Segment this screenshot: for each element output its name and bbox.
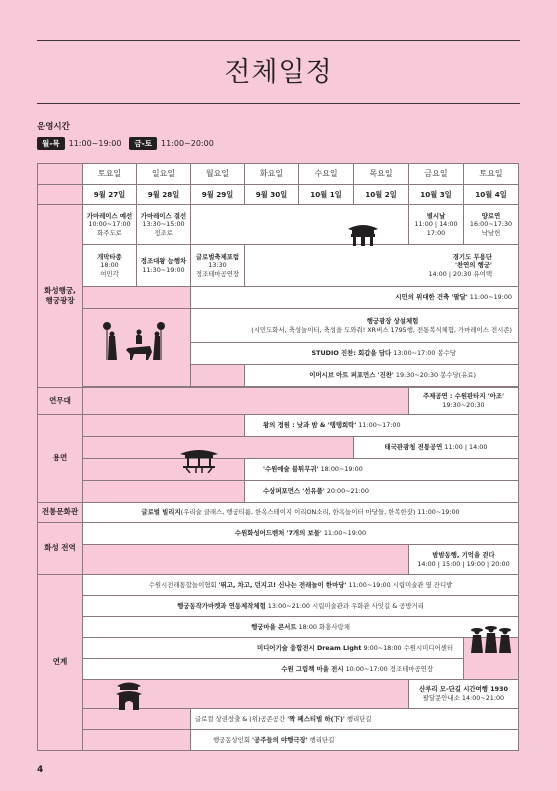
page-title: 전체일정: [224, 57, 333, 88]
event-cell: [83, 205, 137, 245]
event-org: 행궁동상인회: [213, 735, 251, 744]
category-yeonmudae: 연무대: [38, 388, 83, 415]
event-cell: [191, 343, 519, 365]
event-time: 10:00~17:00: [88, 220, 131, 229]
event-time: 14:00 | 20:30 유여택: [428, 269, 492, 278]
event-cell: [83, 638, 464, 659]
event-name: 왕의 정원 : 낮과 밤 & '탱탱희락': [263, 421, 357, 430]
event-name: 행궁마을 콘서트: [251, 622, 297, 631]
event-name: 주제공연 : 수원판타지 '아조': [422, 392, 505, 401]
event-name: 이머시브 아트 퍼포먼스 '진찬': [309, 371, 394, 380]
event-time: 10:00~17:00 정조테마공연장: [345, 664, 433, 673]
event-name: '수원예술 블튀무귀': [263, 465, 319, 474]
page-number: 4: [37, 765, 44, 775]
event-time: 11:00~19:00 시립미술관 옆 잔디밭: [348, 580, 453, 589]
event-name: 미디어기술 융합전시 Dream Light: [256, 643, 362, 652]
date-cell: 9월 30일: [245, 185, 299, 205]
event-time: 14:00 | 15:00 | 19:00 | 20:00: [417, 559, 510, 568]
event-name: 가마레이스 예선: [86, 211, 133, 220]
event-place: 낙남헌: [481, 228, 501, 237]
event-time: 17:00: [426, 228, 446, 237]
event-subtitle: '찬연의 행궁': [454, 261, 492, 270]
event-desc: (우리술 클래스, 행궁티룸, 한옥스테이지 이리ON소리, 한옥놀이터 마당들, 한복한잣): [180, 508, 416, 517]
event-time: 11:00~19:00: [323, 529, 367, 538]
weekend-badge: 금-토: [129, 137, 157, 150]
event-time: 16:00~17:30: [469, 220, 513, 229]
event-name: 별시날: [426, 211, 446, 220]
event-name: 수원 그림책 마을 전시: [281, 664, 344, 673]
category-hwaseong-all: 화성 전역: [38, 523, 83, 575]
event-name: '공주들의 야행극장': [252, 735, 308, 744]
event-name: 글로벌축제포럼: [195, 252, 240, 261]
category-hwaseong: 화성행궁, 행궁광장: [38, 205, 83, 388]
royal-procession-illustration: [100, 322, 172, 362]
event-cell: [83, 596, 519, 617]
day-cell: 토요일: [83, 164, 137, 185]
event-name: 산루리 모-단길 시간여행 1930: [419, 685, 508, 694]
event-time: 11:00 | 14:00: [414, 220, 458, 229]
event-name: STUDIO 진찬: 회갑을 담다: [311, 349, 392, 358]
event-cell: [464, 205, 519, 245]
weekend-time: 11:00~20:00: [161, 139, 214, 148]
event-cell: [245, 245, 519, 287]
event-time: 팔달문안내소 14:00~21:00: [422, 694, 505, 702]
event-name: 태국관광청 전통공연: [384, 443, 443, 452]
event-name: 행궁광장 상설체험: [366, 316, 419, 325]
event-cell: [83, 523, 519, 545]
event-time: 11:00 | 14:00: [444, 443, 488, 452]
category-linked: 연계: [38, 575, 83, 751]
day-cell: 화요일: [245, 164, 299, 185]
event-time: 11:00~19:00: [469, 293, 512, 302]
event-desc: (시민도화서, 축성놀이터, 축성을 도와줘! XR버스 1795행, 전통복식체험, 가마레이스 전시존): [251, 325, 512, 334]
category-yongyeon: 용연: [38, 415, 83, 503]
event-cell: [191, 709, 519, 730]
event-name: 행궁동작가마켓과 연동제작체험: [177, 601, 266, 610]
day-cell: 일요일: [137, 164, 191, 185]
event-name: '뛰고, 차고, 던지고! 신나는 전래놀이 한마당': [218, 580, 347, 589]
event-time: 20:00~21:00: [326, 487, 369, 496]
event-cell: [354, 437, 519, 459]
event-cell: [191, 730, 519, 751]
event-time: 11:30~19:00: [142, 265, 185, 274]
date-cell: 10월 2일: [354, 185, 409, 205]
event-name: 밤밤동행, 기억을 걷다: [432, 550, 495, 559]
event-cell: [191, 245, 245, 287]
event-cell: [191, 309, 519, 343]
day-cell: 수요일: [299, 164, 354, 185]
event-time: 13:00~21:00 시립미술관과 우화관 사잇길 & 공방거리: [267, 601, 424, 610]
event-org: 수원시전래통합놀이협회: [148, 580, 217, 589]
event-name: 양로연: [481, 211, 501, 220]
event-time: 9:00~18:00 수원시미디어센터: [363, 643, 453, 652]
event-name: 경기도 무용단: [452, 252, 492, 261]
event-time: 13:30~15:00: [142, 220, 185, 229]
event-place: 행리단길: [346, 714, 372, 723]
event-place: 정조테마공연장: [195, 269, 240, 278]
event-name: '짝 페스티벌 하(下)': [287, 714, 345, 723]
royal-guards-illustration: [470, 625, 512, 655]
event-cell: [83, 575, 519, 596]
event-cell: [245, 415, 519, 437]
event-cell: [245, 365, 519, 387]
date-cell: 10월 3일: [409, 185, 464, 205]
event-place: 화주도로: [97, 228, 122, 237]
hours-heading: 운영시간: [37, 122, 70, 132]
event-time: 13:00~17:00 봉수당: [393, 349, 456, 358]
event-cell: [83, 659, 464, 680]
day-cell: 금요일: [409, 164, 464, 185]
pavilion-illustration: [180, 447, 218, 473]
fortress-gate-illustration: [116, 680, 142, 710]
event-name: 수원화성어드벤처 '7개의 보물': [234, 529, 322, 538]
operating-hours: [37, 137, 222, 150]
event-name: 정조대왕 능행차: [140, 256, 187, 265]
event-cell: [83, 503, 519, 523]
category-traditional: 전통문화관: [38, 503, 83, 523]
date-header-row: [38, 185, 519, 205]
event-time: 18:00~19:00: [320, 465, 363, 474]
schedule-table: [37, 163, 519, 751]
event-cell: [409, 680, 519, 709]
event-name: 개막타종: [97, 252, 122, 261]
event-time: 18:00 화홍사랑채: [298, 622, 350, 631]
event-org: 글로컬 상권창출 & (위)공존공간: [195, 714, 286, 723]
event-cell: [409, 205, 464, 245]
event-place: 행리단길: [309, 735, 335, 744]
event-cell: [409, 388, 519, 415]
day-header-row: [38, 164, 519, 185]
weekday-badge: 월-목: [37, 137, 65, 150]
event-cell: [409, 545, 519, 575]
date-cell: 10월 1일: [299, 185, 354, 205]
event-cell: [137, 245, 191, 287]
event-name: 수상퍼포먼스 '선유플': [263, 487, 325, 496]
event-time: 18:00: [100, 261, 119, 270]
day-cell: 토요일: [464, 164, 519, 185]
event-time: 19:30~20:30: [442, 401, 485, 409]
weekday-time: 11:00~19:00: [68, 139, 122, 148]
date-cell: 9월 27일: [83, 185, 137, 205]
top-rule: [37, 40, 520, 41]
day-cell: 목요일: [354, 164, 409, 185]
date-cell: 10월 4일: [464, 185, 519, 205]
event-cell: [83, 617, 519, 638]
day-cell: 월요일: [191, 164, 245, 185]
event-place: 여민각: [100, 269, 119, 278]
title-rule: [37, 103, 520, 104]
event-cell: [137, 205, 191, 245]
event-place: 정조로: [154, 228, 173, 237]
event-cell: [245, 481, 519, 503]
event-cell: [245, 459, 519, 481]
event-time: 11:00~19:00: [417, 508, 460, 517]
date-cell: 9월 28일: [137, 185, 191, 205]
event-name: 가마레이스 결선: [140, 211, 187, 220]
event-name: 글로벌 빌리지: [141, 508, 181, 517]
palace-gate-illustration: [347, 222, 379, 246]
event-name: 시민의 위대한 건축 '팔달': [395, 293, 468, 302]
date-cell: 9월 29일: [191, 185, 245, 205]
event-time: 11:00~17:00: [358, 421, 401, 430]
event-cell: [83, 245, 137, 287]
event-cell: [191, 287, 519, 309]
event-time: 19:30~20:30 봉수당(유료): [395, 371, 476, 380]
event-time: 13:30: [208, 261, 227, 270]
